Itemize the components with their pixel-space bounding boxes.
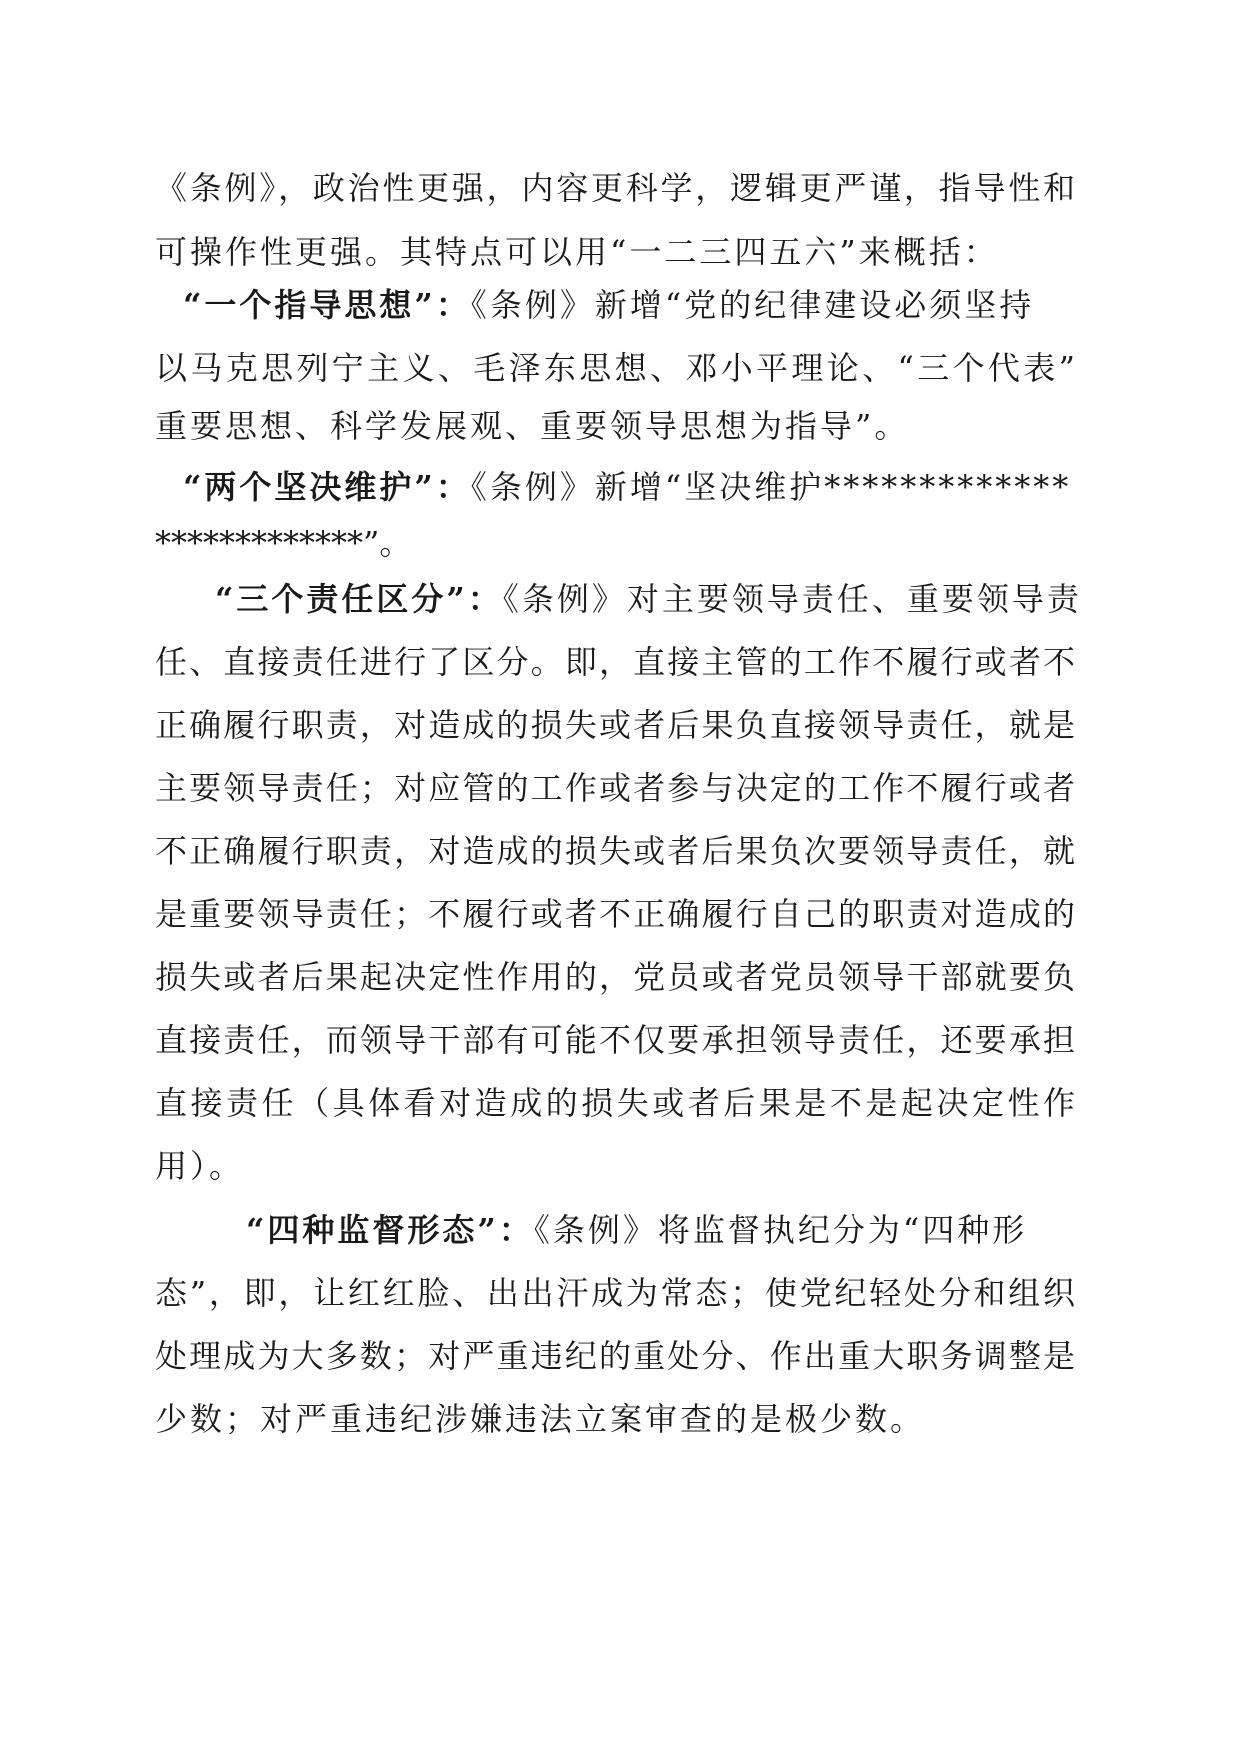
section-one-heading: “一个指导思想”： — [183, 286, 471, 324]
section-four-heading: “四种监督形态”： — [246, 1211, 534, 1249]
section-three-line-9: 直接责任（具体看对造成的损失或者后果是不是起决定性作 — [155, 1084, 1075, 1122]
section-two-text: 《条例》新增“坚决维护************* — [470, 468, 1072, 506]
section-one-line-2: 以马克思列宁主义、毛泽东思想、邓小平理论、“三个代表” — [155, 349, 1075, 387]
section-two-first-line — [183, 467, 1071, 507]
section-three-first-line — [215, 579, 1082, 619]
section-one-line-3: 重要思想、科学发展观、重要领导思想为指导”。 — [155, 407, 910, 445]
intro-line-2: 可操作性更强。其特点可以用“一二三四五六”来概括： — [155, 233, 999, 271]
section-three-text: 《条例》对主要领导责任、重要领导责 — [502, 580, 1082, 618]
section-four-line-2: 态”，即，让红红脸、出出汗成为常态；使党纪轻处分和组织 — [155, 1274, 1075, 1312]
section-four-line-3: 处理成为大多数；对严重违纪的重处分、作出重大职务调整是 — [155, 1337, 1075, 1375]
section-three-line-5: 不正确履行职责，对造成的损失或者后果负次要领导责任，就 — [155, 832, 1075, 870]
section-two-line-2: *************”。 — [155, 524, 412, 562]
section-three-line-10: 用）。 — [155, 1147, 245, 1185]
section-three-line-4: 主要领导责任；对应管的工作或者参与决定的工作不履行或者 — [155, 769, 1075, 807]
section-one-text: 《条例》新增“党的纪律建设必须坚持 — [470, 286, 1035, 324]
section-three-line-7: 损失或者后果起决定性作用的，党员或者党员领导干部就要负 — [155, 958, 1075, 996]
intro-line-1: 《条例》，政治性更强，内容更科学，逻辑更严谨，指导性和 — [155, 169, 1075, 207]
section-four-line-4: 少数；对严重违纪涉嫌违法立案审查的是极少数。 — [155, 1400, 926, 1438]
section-three-line-3: 正确履行职责，对造成的损失或者后果负直接领导责任，就是 — [155, 706, 1075, 744]
section-three-heading: “三个责任区分”： — [215, 580, 503, 618]
section-three-line-2: 任、直接责任进行了区分。即，直接主管的工作不履行或者不 — [155, 643, 1075, 681]
section-four-first-line — [246, 1210, 1027, 1250]
section-three-line-8: 直接责任，而领导干部有可能不仅要承担领导责任，还要承担 — [155, 1021, 1075, 1059]
section-four-text: 《条例》将监督执纪分为“四种形 — [533, 1211, 1028, 1249]
section-three-line-6: 是重要领导责任；不履行或者不正确履行自己的职责对造成的 — [155, 895, 1075, 933]
section-two-heading: “两个坚决维护”： — [183, 468, 471, 506]
section-one-first-line — [183, 285, 1034, 325]
